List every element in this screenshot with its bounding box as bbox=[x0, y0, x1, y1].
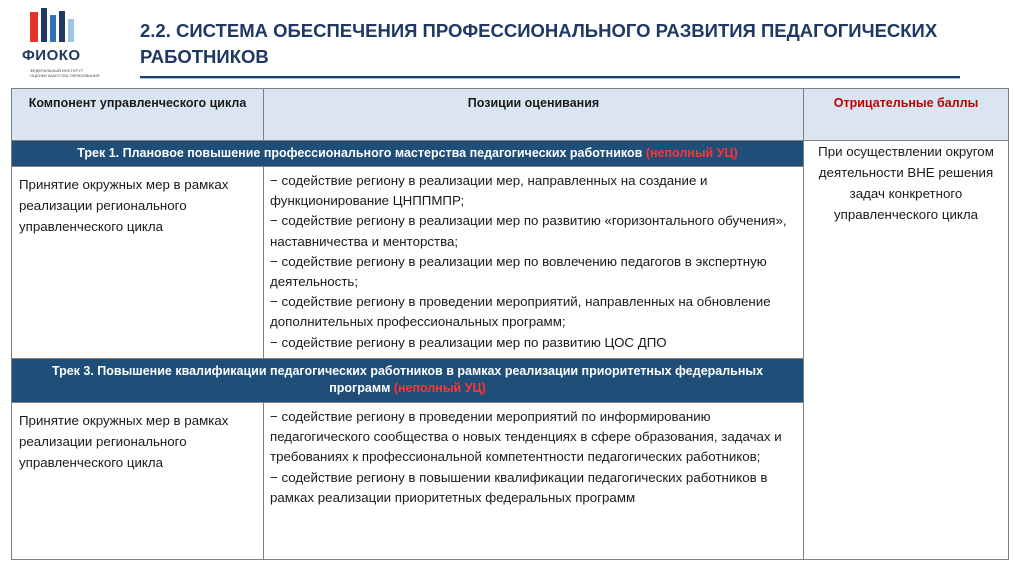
header-positions: Позиции оценивания bbox=[264, 89, 804, 141]
track-1-row bbox=[12, 141, 1009, 167]
negative-points-cell: При осуществлении округом деятельности ВНЕ решения задач конкретного управленческого цикла bbox=[804, 141, 1009, 560]
logo-subtitle: ФЕДЕРАЛЬНЫЙ ИНСТИТУТ ОЦЕНКИ КАЧЕСТВА ОБРАЗОВАНИЯ bbox=[30, 68, 100, 78]
track-1-positions bbox=[264, 167, 804, 359]
evaluation-table bbox=[11, 88, 1009, 560]
track-3-position-item: − содействие региону в проведении мероприятий по информированию педагогического сообщества о новых тенденциях в сфере образования, задачах и требованиях к профессиональной компетентности педагогических работников; bbox=[270, 409, 782, 465]
title-divider bbox=[140, 76, 960, 79]
track-1-component: Принятие окружных мер в рамках реализации регионального управленческого цикла bbox=[12, 167, 264, 359]
track-1-position-item: − содействие региону в реализации мер по вовлечению педагогов в экспертную деятельность; bbox=[270, 253, 767, 290]
fioko-logo bbox=[20, 8, 100, 88]
track-1-position-item: − содействие региону в реализации мер, направленных на создание и функционирование ЦНППМПР; bbox=[270, 173, 708, 209]
track-1-position-item: − содействие региону в реализации мер по развитию «горизонтального обучения», наставничества и менторства; bbox=[270, 213, 787, 249]
track-3-tag: (неполный УЦ) bbox=[393, 381, 486, 395]
track-1-position-item: − содействие региону в реализации мер по развитию ЦОС ДПО bbox=[270, 334, 667, 350]
track-3-component: Принятие окружных мер в рамках реализации регионального управленческого цикла bbox=[12, 403, 264, 560]
page-title: 2.2. СИСТЕМА ОБЕСПЕЧЕНИЯ ПРОФЕССИОНАЛЬНОГО РАЗВИТИЯ ПЕДАГОГИЧЕСКИХ РАБОТНИКОВ bbox=[140, 20, 938, 67]
track-3-position-item: − содействие региону в повышении квалификации педагогических работников в рамках реализации приоритетных федеральных программ bbox=[270, 469, 768, 505]
logo-name: ФИОКО bbox=[22, 47, 81, 64]
track-3-positions bbox=[264, 403, 804, 560]
header-component: Компонент управленческого цикла bbox=[12, 89, 264, 141]
track-1-title: Трек 1. Плановое повышение профессионального мастерства педагогических работников bbox=[77, 146, 643, 160]
track-3-title-cell bbox=[12, 359, 804, 403]
fioko-logo-bars-icon bbox=[30, 8, 76, 42]
track-1-tag: (неполный УЦ) bbox=[645, 146, 738, 160]
track-1-position-item: − содействие региону в проведении мероприятий, направленных на обновление дополнительных профессиональных программ; bbox=[270, 294, 771, 330]
track-1-title-cell bbox=[12, 141, 804, 167]
table-header-row bbox=[12, 89, 1009, 141]
track-3-title: Трек 3. Повышение квалификации педагогических работников в рамках реализации приоритетных федеральных программ bbox=[51, 364, 764, 395]
header-negative: Отрицательные баллы bbox=[804, 89, 1009, 141]
